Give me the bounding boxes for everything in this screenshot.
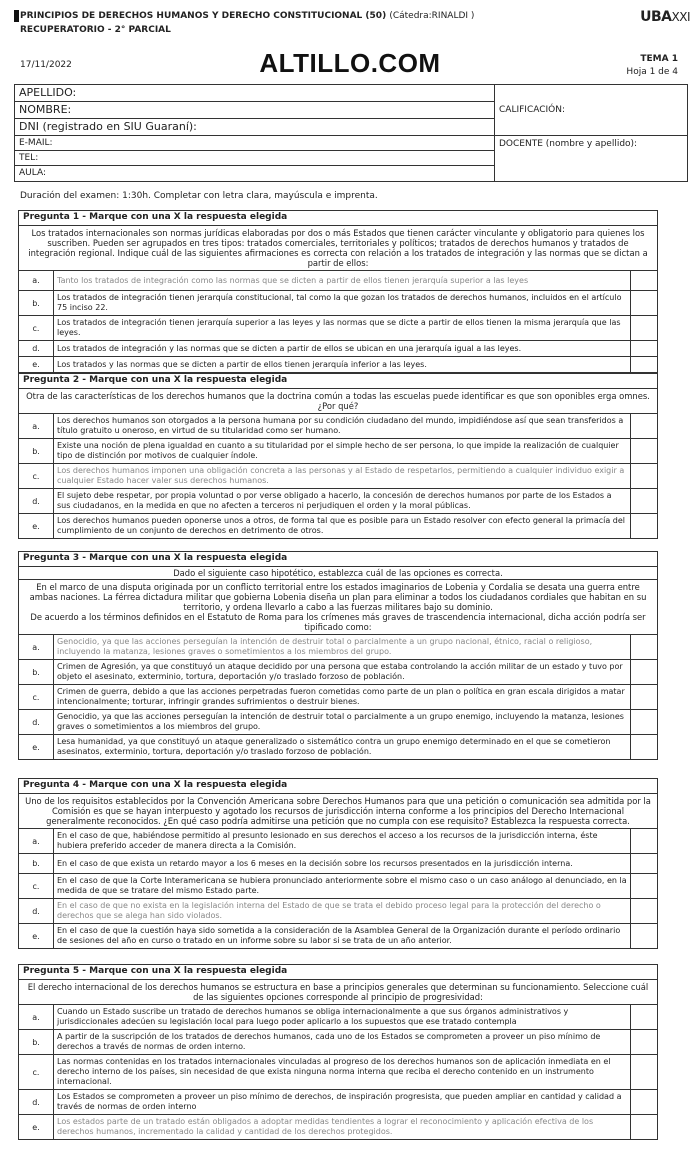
option-row[interactable]: c. Los derechos humanos imponen una obligación concreta a las personas y al Estado de respetarlos, permitiendo a cualquier individuo exigir a cualquier Estado hacer valer sus derechos humanos. [19,464,657,489]
answer-box[interactable] [631,854,657,873]
answer-box[interactable] [631,1030,657,1054]
option-row[interactable]: e. Los tratados y las normas que se dicten a partir de ellos tienen jerarquía inferior a las leyes. [19,357,657,372]
option-row[interactable]: a. Genocidio, ya que las acciones perseguían la intención de destruir total o parcialmente a un grupo nacional, étnico, racial o religioso, incluyendo la matanza, lesiones graves o sometimientos a los miembros del grupo. [19,635,657,660]
answer-box[interactable] [631,414,657,438]
option-row[interactable]: d. El sujeto debe respetar, por propia voluntad o por verse obligado a hacerlo, la concesión de derechos humanos por parte de los Estados a sus ciudadanos, en la medida en que no afecten a terceros ni perjudiquen el orden y la moral públicas. [19,489,657,514]
option-row[interactable]: b. Existe una noción de plena igualdad en cuanto a su titularidad por el simple hecho de ser persona, lo que impide la realización de cualquier tipo de distinción por motivos de cualquier índole. [19,439,657,464]
option-row[interactable]: d. En el caso de que no exista en la legislación interna del Estado de que se trata el debido proceso legal para la protección del derecho o derechos que se alega han sido violados. [19,899,657,924]
exam-instructions: Duración del examen: 1:30h. Completar con letra clara, mayúscula e imprenta. [20,191,378,201]
answer-box[interactable] [631,899,657,923]
uba-logo: UBAXXI [640,9,690,25]
option-row[interactable]: d. Genocidio, ya que las acciones perseguían la intención de destruir total o parcialmente a un grupo enemigo, incluyendo la matanza, lesiones graves o sometimientos a los miembros del grupo. [19,710,657,735]
docente-field: DOCENTE (nombre y apellido): [499,139,638,149]
answer-box[interactable] [631,489,657,513]
aula-field[interactable]: AULA: [19,168,46,178]
tel-field[interactable]: TEL: [15,151,494,166]
answer-box[interactable] [631,710,657,734]
question-2 [18,373,658,539]
brand-watermark: ALTILLO.COM [259,48,441,78]
option-row[interactable]: a. En el caso de que, habiéndose permitido al presunto lesionado en sus derechos el acceso a los recursos de la jurisdicción interna, éste hubiera preferido acceder de manera directa a la Comisión. [19,829,657,854]
exam-title: RECUPERATORIO - 2° PARCIAL [20,25,171,35]
option-row[interactable]: b. En el caso de que exista un retardo mayor a los 6 meses en la decisión sobre los recursos presentados en la jurisdicción interna. [19,854,657,874]
option-row[interactable]: e. En el caso de que la cuestión haya sido sometida a la consideración de la Asamblea General de la Organización durante el período ordinario de sesiones del año en curso o tratado en un informe sobre su labor si se trata de un año anterior. [19,924,657,948]
option-row[interactable]: b. Los tratados de integración tienen jerarquía constitucional, tal como la que gozan los tratados de derechos humanos, incluidos en el artículo 75 inciso 22. [19,291,657,316]
student-id-form [14,84,688,182]
question-subtitle: Dado el siguiente caso hipotético, establezca cuál de las opciones es correcta. [19,567,657,580]
answer-box[interactable] [631,291,657,315]
answer-box[interactable] [631,1005,657,1029]
answer-box[interactable] [631,1055,657,1089]
option-row[interactable]: e. Lesa humanidad, ya que constituyó un ataque generalizado o sistemático contra un grupo enemigo determinado en el que se cometieron asesinatos, exterminio, tortura, deportación y/o traslado forzoso de población. [19,735,657,759]
answer-box[interactable] [631,514,657,538]
answer-box[interactable] [631,874,657,898]
option-row[interactable]: e. Los derechos humanos pueden oponerse unos a otros, de forma tal que es posible para un Estado resolver con efecto general la primacía del cumplimiento de un conjunto de derechos en detrimento de otros. [19,514,657,538]
question-5 [18,964,658,1140]
answer-box[interactable] [631,685,657,709]
question-text: Uno de los requisitos establecidos por la Convención Americana sobre Derechos Humanos para que una petición o comunicación sea admitida por la Comisión es que se hayan interpuesto y agotado los recursos de jurisdicción interna conforme a los principios del Derecho Internacional generalmente reconocidos. ¿En qué caso podría admitirse una petición que no cumpla con ese requisito? Establezca la respuesta correcta. [19,794,657,829]
tema-label: TEMA 1 [640,54,678,64]
option-row[interactable]: c. Los tratados de integración tienen jerarquía superior a las leyes y las normas que se dicte a partir de ellos tienen la misma jerarquía que las leyes. [19,316,657,341]
option-row[interactable]: d. Los tratados de integración y las normas que se dicten a partir de ellos se ubican en una jerarquía igual a las leyes. [19,341,657,357]
dni-field[interactable]: DNI (registrado en SIU Guaraní): [15,119,494,136]
course-title: PRINCIPIOS DE DERECHOS HUMANOS Y DERECHO CONSTITUCIONAL (50) (Cátedra:RINALDI ) [20,11,475,21]
question-header: Pregunta 3 - Marque con una X la respuesta elegida [19,552,657,567]
answer-box[interactable] [631,1115,657,1139]
answer-box[interactable] [631,829,657,853]
question-text: Otra de las características de los derechos humanos que la doctrina común a todas las escuelas puede identificar es que son oponibles erga omnes. ¿Por qué? [19,389,657,414]
option-row[interactable]: d. Los Estados se comprometen a proveer un piso mínimo de derechos, de inspiración progresista, que pueden ampliar en cantidad y calidad a través de normas de orden interno [19,1090,657,1115]
question-header: Pregunta 5 - Marque con una X la respuesta elegida [19,965,657,980]
answer-box[interactable] [631,1090,657,1114]
exam-date: 17/11/2022 [20,60,72,70]
page-indicator: Hoja 1 de 4 [626,67,678,77]
question-1 [18,210,658,373]
answer-box[interactable] [631,439,657,463]
question-header: Pregunta 1 - Marque con una X la respuesta elegida [19,211,657,226]
nombre-field[interactable]: NOMBRE: [15,102,494,119]
option-row[interactable]: c. Las normas contenidas en los tratados internacionales vinculadas al progreso de los derechos humanos son de aplicación inmediata en el derecho interno de los países, sin necesidad de que exista ninguna norma interna que reciba el derecho contenido en un instrumento internacional. [19,1055,657,1090]
option-row[interactable]: c. Crimen de guerra, debido a que las acciones perpetradas fueron cometidas como parte de un plan o política en gran escala dirigidos a matar intencionalmente; torturar, infringir grandes sufrimientos o destruir bienes. [19,685,657,710]
answer-box[interactable] [631,316,657,340]
option-row[interactable]: b. A partir de la suscripción de los tratados de derechos humanos, cada uno de los Estados se comprometen a proveer un piso mínimo de derechos a través de normas de orden interno. [19,1030,657,1055]
option-row[interactable]: b. Crimen de Agresión, ya que constituyó un ataque decidido por una persona que estaba controlando la acción militar de un estado y tuvo por objeto el asesinato, exterminio, tortura, deportación y/o traslado forzoso de población. [19,660,657,685]
option-row[interactable]: a. Los derechos humanos son otorgados a la persona humana por su condición ciudadano del mundo, impidiéndose así que sean transferidos a título gratuito u oneroso, en virtud de su titularidad como ser humano. [19,414,657,439]
apellido-field[interactable]: APELLIDO: [15,85,494,102]
question-text: En el marco de una disputa originada por un conflicto territorial entre los estados imaginarios de Lobenia y Cordalia se desata una guerra entre ambas naciones. La férrea dictadura militar que gobierna Lobenia diseña un plan para eliminar a todos los ciudadanos cordiales que habitan en su territorio, y ordena llevarlo a cabo a las fuerzas militares bajo su dominio. De acuerdo a los términos definidos en el Estatuto de Roma para los crímenes más graves de trascendencia internacional, dicha acción podría ser tipificado como: [19,580,657,635]
option-row[interactable]: a. Cuando un Estado suscribe un tratado de derechos humanos se obliga internacionalmente a que sus órganos administrativos y jurisdiccionales adecúen su legislación local para luego poder aplicarlo a los supuestos que ese tratado contempla [19,1005,657,1030]
question-text: Los tratados internacionales son normas jurídicas elaboradas por dos o más Estados que tienen carácter vinculante y obligatorio para quienes los suscriben. Pueden ser agrupados en tres tipos: tratados comerciales, territoriales y políticos; tratados de derechos humanos y tratados de integración regional. Indique cuál de las siguientes afirmaciones es correcta con relación a los tratados de integración y las normas que se dictan a partir de ellos: [19,226,657,271]
answer-box[interactable] [631,341,657,356]
answer-box[interactable] [631,735,657,759]
email-field[interactable]: E-MAIL: [15,136,494,151]
calificacion-field: CALIFICACIÓN: [495,85,687,136]
answer-box[interactable] [631,357,657,372]
answer-box[interactable] [631,660,657,684]
question-header: Pregunta 4 - Marque con una X la respuesta elegida [19,779,657,794]
question-3 [18,551,658,760]
option-row[interactable]: a. Tanto los tratados de integración como las normas que se dicten a partir de ellos tienen jerarquía superior a las leyes [19,271,657,291]
answer-box[interactable] [631,635,657,659]
option-row[interactable]: e. Los estados parte de un tratado están obligados a adoptar medidas tendientes a lograr el reconocimiento y aplicación efectiva de los derechos humanos, incrementado la calidad y cantidad de los derechos protegidos. [19,1115,657,1139]
question-text: El derecho internacional de los derechos humanos se estructura en base a principios generales que determinan su funcionamiento. Seleccione cuál de las siguientes opciones corresponde al principio de progresividad: [19,980,657,1005]
answer-box[interactable] [631,924,657,948]
answer-box[interactable] [631,464,657,488]
header-marker [14,10,19,22]
question-header: Pregunta 2 - Marque con una X la respuesta elegida [19,374,657,389]
answer-box[interactable] [631,271,657,290]
option-row[interactable]: c. En el caso de que la Corte Interamericana se hubiera pronunciado anteriormente sobre el mismo caso o un caso análogo al denunciado, en la medida de que se tratare del mismo Estado parte. [19,874,657,899]
question-4 [18,778,658,949]
